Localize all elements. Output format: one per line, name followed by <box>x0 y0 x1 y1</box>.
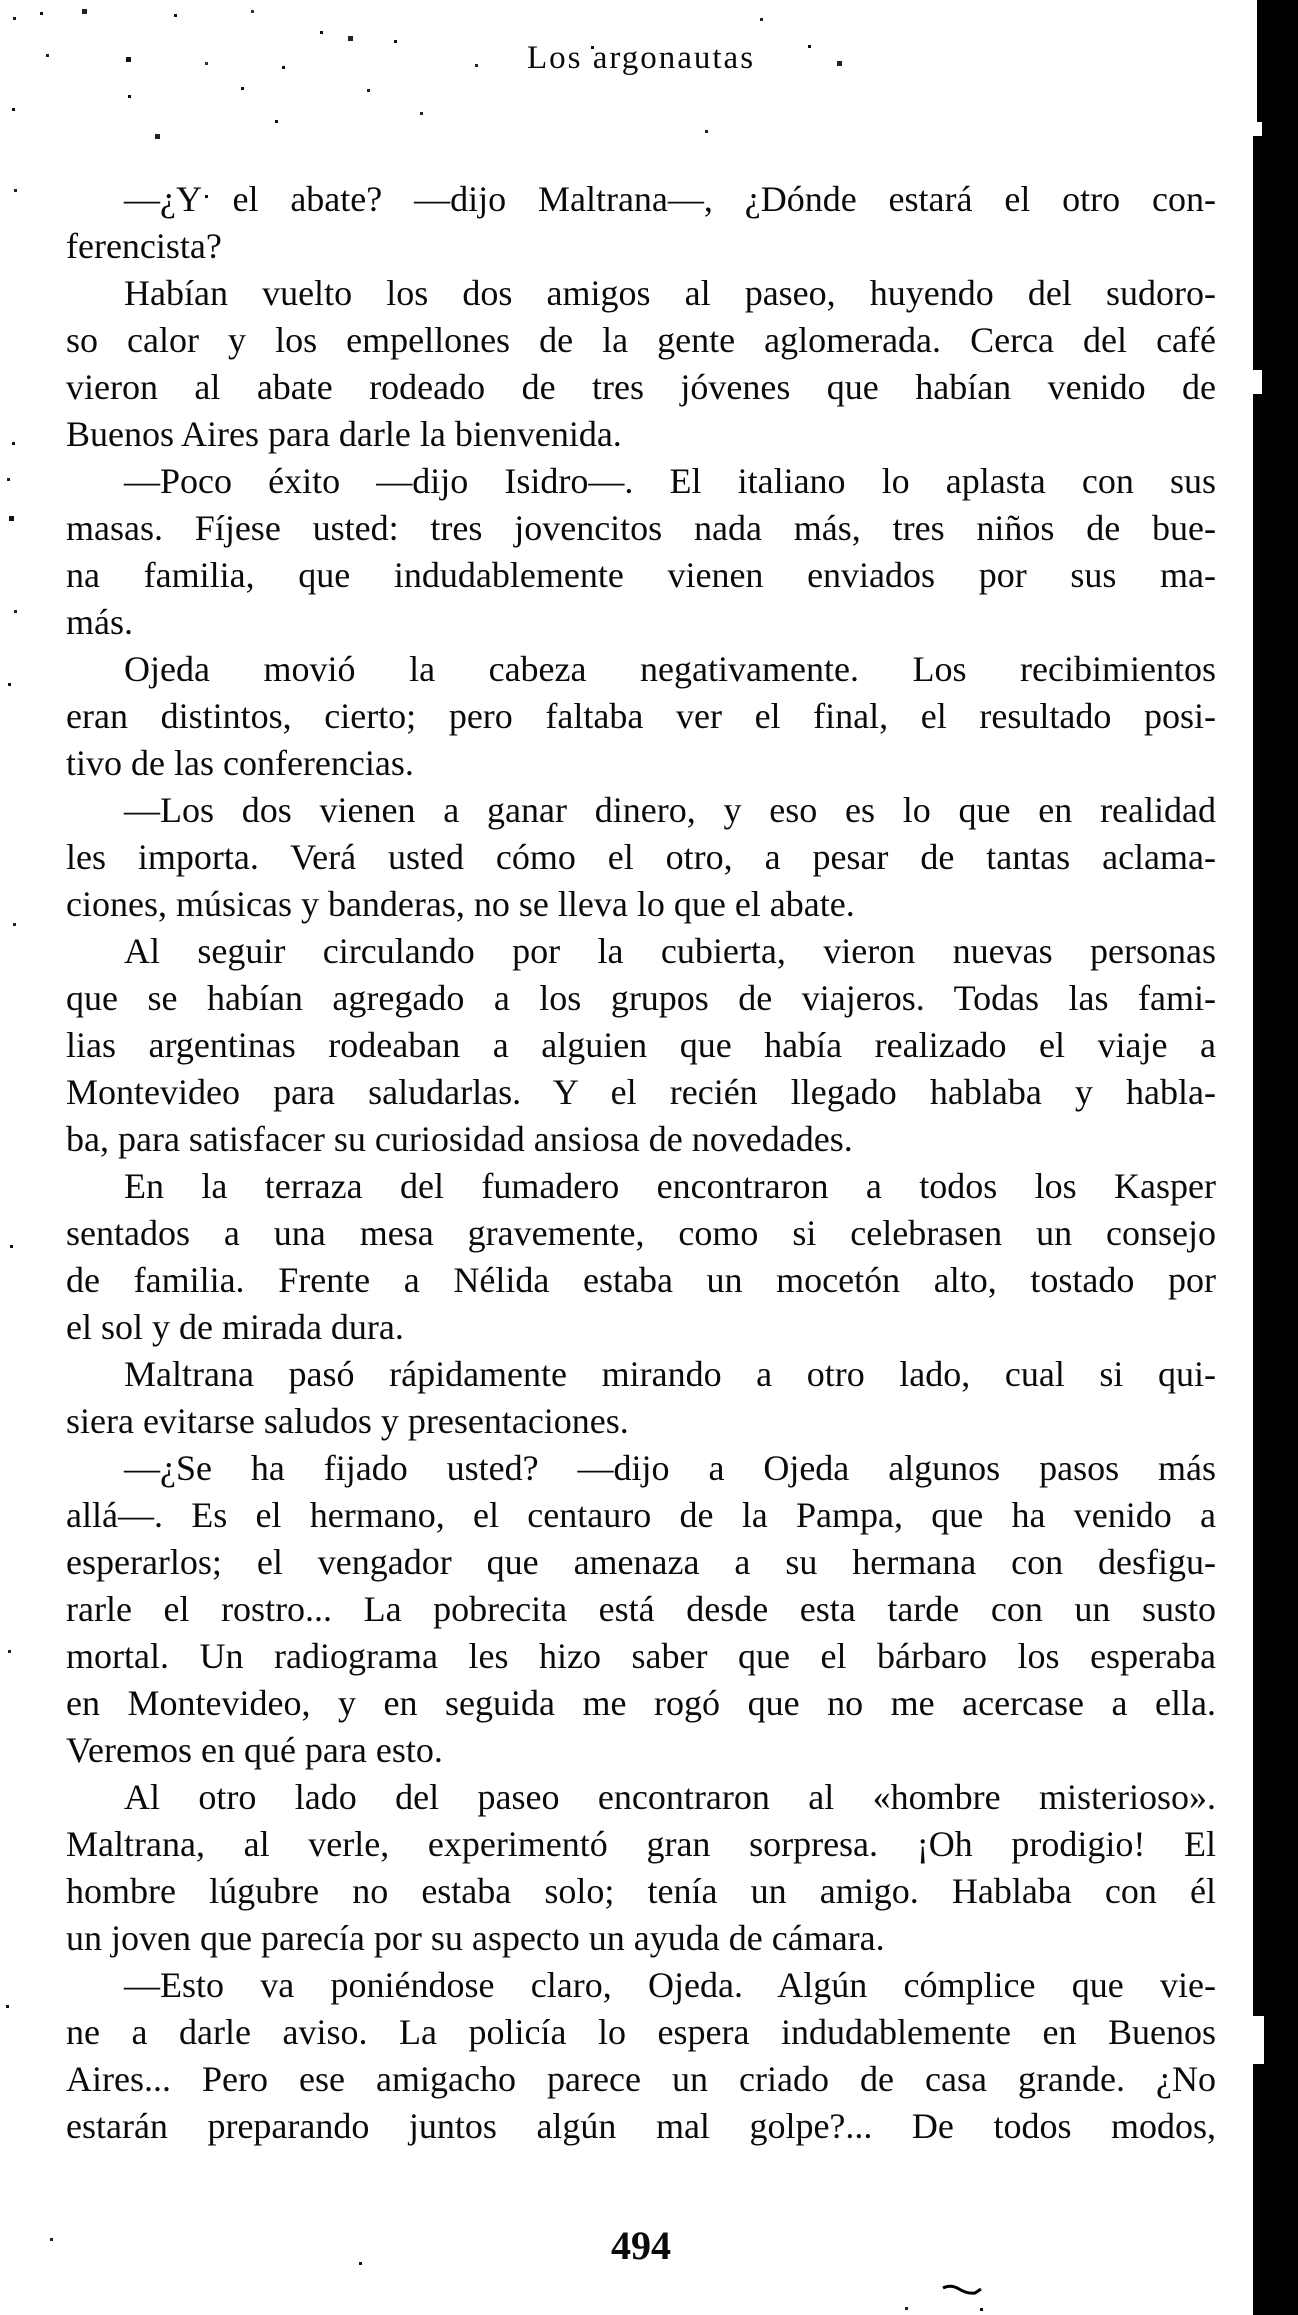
text-line: —Los dos vienen a ganar dinero, y eso es lo que en realidad <box>124 790 1216 830</box>
text-line: Ojeda movió la cabeza negativamente. Los recibimientos <box>124 649 1216 689</box>
text-line: En la terraza del fumadero encontraron a todos los Kasper <box>124 1166 1216 1206</box>
text-line: allá—. Es el hermano, el centauro de la Pampa, que ha venido a <box>66 1495 1216 1535</box>
text-line: el sol y de mirada dura. <box>66 1307 404 1347</box>
text-line: un joven que parecía por su aspecto un ayuda de cámara. <box>66 1918 885 1958</box>
scan-edge-bar-artifact <box>1253 0 1298 2315</box>
text-line: más. <box>66 602 133 642</box>
text-line: sentados a una mesa gravemente, como si celebrasen un consejo <box>66 1213 1216 1253</box>
running-header: Los argonautas <box>526 40 756 76</box>
scan-squiggle-mark <box>941 2280 985 2300</box>
text-line: Montevideo para saludarlas. Y el recién llegado hablaba y habla- <box>66 1072 1216 1112</box>
text-line: les importa. Verá usted cómo el otro, a pesar de tantas aclama- <box>66 837 1216 877</box>
text-line: Maltrana pasó rápidamente mirando a otro lado, cual si qui- <box>124 1354 1216 1394</box>
text-line: Maltrana, al verle, experimentó gran sorpresa. ¡Oh prodigio! El <box>66 1824 1216 1864</box>
scan-speckles <box>0 0 3 3</box>
text-line: ferencista? <box>66 226 222 266</box>
page-number: 494 <box>611 2223 671 2268</box>
text-line: so calor y los empellones de la gente aglomerada. Cerca del café <box>66 320 1216 360</box>
text-line: siera evitarse saludos y presentaciones. <box>66 1401 629 1441</box>
text-line: Habían vuelto los dos amigos al paseo, huyendo del sudoro- <box>124 273 1216 313</box>
scan-bar-notch <box>1253 370 1262 394</box>
text-line: Al seguir circulando por la cubierta, vieron nuevas personas <box>124 931 1216 971</box>
scan-bar-notch <box>1253 122 1262 136</box>
text-line: masas. Fíjese usted: tres jovencitos nada más, tres niños de bue- <box>66 508 1216 548</box>
text-line: Al otro lado del paseo encontraron al «hombre misterioso». <box>124 1777 1216 1817</box>
text-line: Aires... Pero ese amigacho parece un criado de casa grande. ¿No <box>66 2059 1216 2099</box>
text-line: mortal. Un radiograma les hizo saber que el bárbaro los esperaba <box>66 1636 1216 1676</box>
text-line: lias argentinas rodeaban a alguien que había realizado el viaje a <box>66 1025 1216 1065</box>
text-line: tivo de las conferencias. <box>66 743 414 783</box>
text-line: vieron al abate rodeado de tres jóvenes que habían venido de <box>66 367 1216 407</box>
text-line: —¿Se ha fijado usted? —dijo a Ojeda algunos pasos más <box>124 1448 1216 1488</box>
text-line: estarán preparando juntos algún mal golpe?... De todos modos, <box>66 2106 1216 2146</box>
text-line: na familia, que indudablemente vienen enviados por sus ma- <box>66 555 1216 595</box>
text-line: ba, para satisfacer su curiosidad ansiosa de novedades. <box>66 1119 853 1159</box>
text-line: ne a darle aviso. La policía lo espera indudablemente en Buenos <box>66 2012 1216 2052</box>
scan-bar-notch <box>1253 0 1257 125</box>
text-line: —Esto va poniéndose claro, Ojeda. Algún cómplice que vie- <box>124 1965 1216 2005</box>
text-line: Veremos en qué para esto. <box>66 1730 443 1770</box>
text-line: Buenos Aires para darle la bienvenida. <box>66 414 622 454</box>
text-line: esperarlos; el vengador que amenaza a su hermana con desfigu- <box>66 1542 1216 1582</box>
text-line: en Montevideo, y en seguida me rogó que no me acercase a ella. <box>66 1683 1216 1723</box>
text-line: rarle el rostro... La pobrecita está desde esta tarde con un susto <box>66 1589 1216 1629</box>
text-line: —Poco éxito —dijo Isidro—. El italiano lo aplasta con sus <box>124 461 1216 501</box>
scan-bar-notch <box>1253 2016 1264 2064</box>
text-line: ciones, músicas y banderas, no se lleva lo que el abate. <box>66 884 855 924</box>
text-line: eran distintos, cierto; pero faltaba ver el final, el resultado posi- <box>66 696 1216 736</box>
text-line: de familia. Frente a Nélida estaba un mocetón alto, tostado por <box>66 1260 1216 1300</box>
text-block <box>66 176 1216 2150</box>
text-line: hombre lúgubre no estaba solo; tenía un amigo. Hablaba con él <box>66 1871 1216 1911</box>
text-line: que se habían agregado a los grupos de viajeros. Todas las fami- <box>66 978 1216 1018</box>
text-line: —¿Y el abate? —dijo Maltrana—, ¿Dónde estará el otro con- <box>124 179 1216 219</box>
